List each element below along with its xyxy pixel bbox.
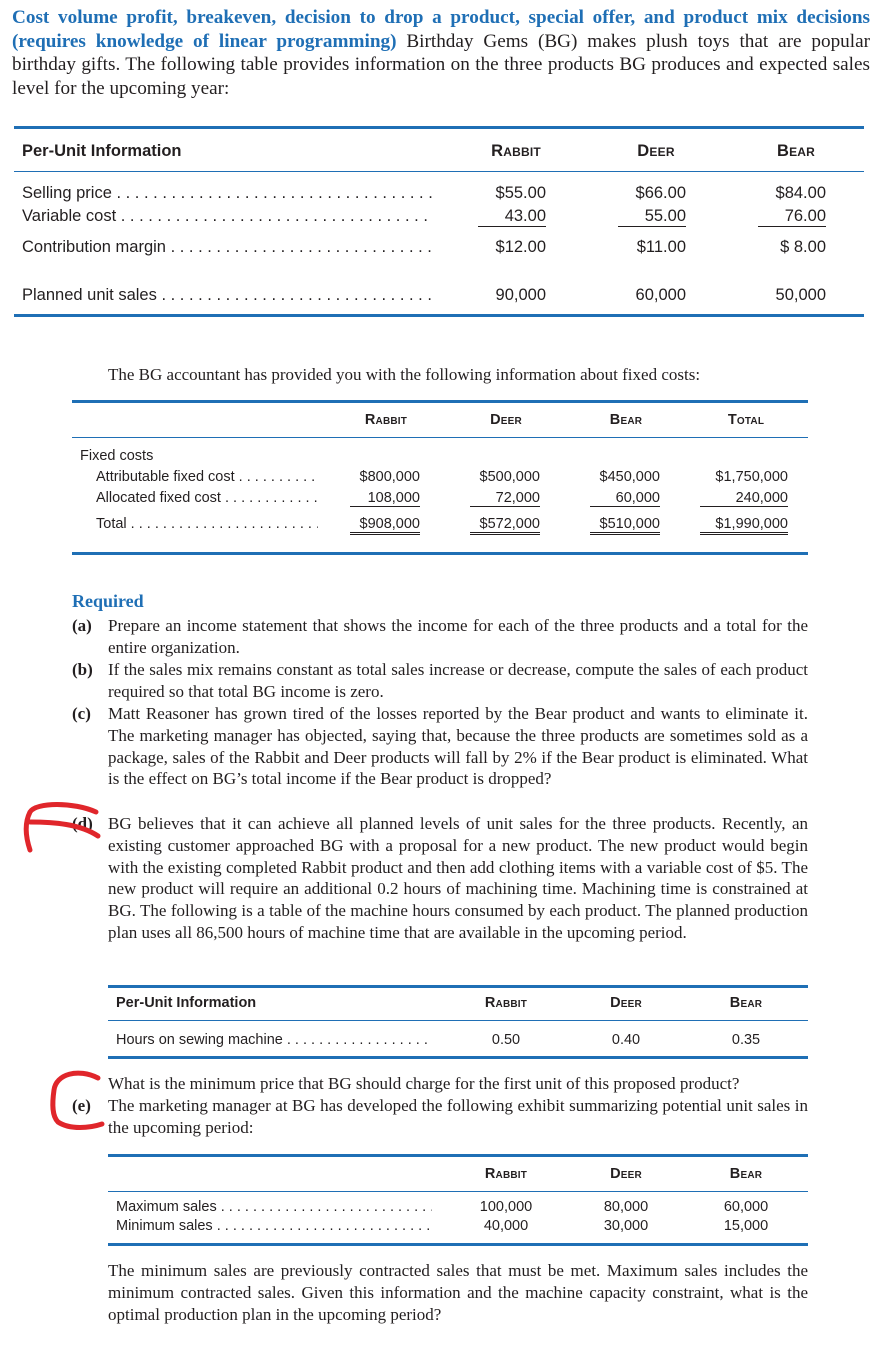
part-c-text: Matt Reasoner has grown tired of the losses reported by the Bear product and wants to eliminate it. The marketing manager has objected, saying that, because the three products are sometimes sold as a package, sales of the Rabbit and Deer products will fall by 2% if the Bear product is eliminated. What is the effect on BG’s total income if the Bear product is dropped? (108, 704, 808, 789)
cell: 0.35 (731, 1032, 761, 1048)
table-header-label: Per-Unit Information (116, 995, 257, 1011)
cell: 43.00 (478, 207, 546, 227)
table-bottom-rule (108, 1056, 808, 1059)
cell: $1,750,000 (715, 469, 788, 485)
part-c-tag: (c) (72, 704, 91, 723)
required-heading: Required (72, 591, 144, 611)
row-label: Maximum sales . . . (116, 1199, 432, 1215)
cell: 100,000 (479, 1199, 533, 1215)
cell: $908,000 (350, 516, 420, 535)
part-b-tag: (b) (72, 660, 93, 679)
col-rabbit: Rabbit (491, 142, 541, 160)
red-bracket-annotation-d (14, 800, 104, 860)
cell: $84.00 (775, 184, 826, 202)
table-bottom-rule (72, 552, 808, 555)
table-bottom-rule (108, 1243, 808, 1246)
cell: 30,000 (603, 1218, 649, 1234)
header-rule (72, 437, 808, 438)
part-b (72, 659, 808, 703)
header-rule (14, 171, 864, 172)
table-top-rule (108, 985, 808, 988)
part-c (72, 703, 808, 790)
part-e-followup: The minimum sales are previously contracted sales that must be met. Maximum sales includes the minimum contracted sales. Given this information and the machine capacity constraint, what is the optimal production plan in the upcoming period? (108, 1261, 808, 1324)
col-rabbit: Rabbit (364, 412, 408, 428)
fixed-costs-intro: The BG accountant has provided you with the following information about fixed costs: (108, 365, 701, 384)
col-bear: Bear (609, 412, 643, 428)
col-deer: Deer (610, 1166, 642, 1182)
row-label: Variable cost . . . (22, 207, 432, 226)
red-bracket-annotation-e (40, 1064, 110, 1134)
cell: $510,000 (590, 516, 660, 535)
cell: 0.50 (491, 1032, 521, 1048)
cell: 60,000 (590, 490, 660, 507)
part-e-text: The marketing manager at BG has developed the following exhibit summarizing potential unit sales in the upcoming period: (108, 1096, 808, 1137)
col-bear: Bear (729, 1166, 763, 1182)
table-top-rule (108, 1154, 808, 1157)
row-label: Attributable fixed cost . . . (96, 469, 318, 485)
col-bear: Bear (776, 142, 816, 160)
row-label: Planned unit sales . . . (22, 286, 432, 305)
row-label: Total . . . (96, 516, 318, 532)
cell: $800,000 (359, 469, 420, 485)
cell: $572,000 (470, 516, 540, 535)
part-e-tag: (e) (72, 1096, 91, 1115)
part-a-text: Prepare an income statement that shows the income for each of the three products and a total for the entire organization. (108, 616, 808, 657)
header-rule (108, 1191, 808, 1192)
part-a (72, 615, 808, 659)
cell: $11.00 (636, 238, 686, 256)
col-total: Total (727, 412, 765, 428)
part-d (72, 813, 808, 944)
section-label: Fixed costs (80, 448, 154, 464)
row-label: Contribution margin . . . (22, 238, 432, 257)
cell: 40,000 (483, 1218, 529, 1234)
cell: 72,000 (470, 490, 540, 507)
table-header-label: Per-Unit Information (22, 142, 182, 160)
part-a-tag: (a) (72, 616, 92, 635)
cell: $ 8.00 (780, 238, 826, 256)
part-d-question: What is the minimum price that BG should charge for the first unit of this proposed product? (108, 1074, 740, 1093)
cell: 60,000 (723, 1199, 769, 1215)
cell: $500,000 (479, 469, 540, 485)
row-label: Allocated fixed cost . . . (96, 490, 318, 506)
problem-intro (12, 6, 870, 100)
table-top-rule (72, 400, 808, 403)
col-deer: Deer (637, 142, 675, 160)
table-bottom-rule (14, 314, 864, 317)
col-deer: Deer (490, 412, 522, 428)
col-deer: Deer (610, 995, 642, 1011)
cell: 55.00 (618, 207, 686, 227)
problem-body: Birthday Gems (BG) makes plush toys that are popular birthday gifts. The following table provides information on the three products BG produces and expected sales level for the upcoming year: (12, 30, 871, 99)
header-rule (108, 1020, 808, 1021)
cell: 90,000 (495, 286, 546, 304)
cell: 60,000 (635, 286, 686, 304)
col-rabbit: Rabbit (484, 995, 528, 1011)
cell: $55.00 (495, 184, 546, 202)
col-bear: Bear (729, 995, 763, 1011)
cell: 240,000 (700, 490, 788, 507)
cell: $1,990,000 (700, 516, 788, 535)
part-d-text: BG believes that it can achieve all planned levels of unit sales for the three products. Recently, an existing customer approached BG with a proposal for a new product. The new product would begin with the existing completed Rabbit product and then add clothing items with a variable cost of $5. The new product will require an additional 0.2 hours of machining time. Machining time is constrained at BG. The following is a table of the machine hours consumed by each product. The planned production plan uses all 86,500 hours of machine time that are available in the upcoming period. (108, 814, 808, 942)
cell: 50,000 (775, 286, 826, 304)
cell: 15,000 (723, 1218, 769, 1234)
cell: 80,000 (603, 1199, 649, 1215)
cell: 76.00 (758, 207, 826, 227)
row-label: Minimum sales . . . (116, 1218, 432, 1234)
col-rabbit: Rabbit (484, 1166, 528, 1182)
cell: 0.40 (611, 1032, 641, 1048)
row-label: Selling price . . . (22, 184, 432, 203)
part-b-text: If the sales mix remains constant as total sales increase or decrease, compute the sales of each product required so that total BG income is zero. (108, 660, 808, 701)
cell: $66.00 (635, 184, 686, 202)
problem-title: Cost volume profit, breakeven, decision to drop a product, special offer, and product mix decisions (requires knowledge of linear programming) (12, 7, 870, 52)
part-d-tag: (d) (72, 814, 93, 833)
row-label: Hours on sewing machine . . . (116, 1032, 432, 1048)
cell: $450,000 (599, 469, 660, 485)
cell: $12.00 (495, 238, 546, 256)
part-e (72, 1095, 808, 1139)
table-top-rule (14, 126, 864, 129)
cell: 108,000 (350, 490, 420, 507)
